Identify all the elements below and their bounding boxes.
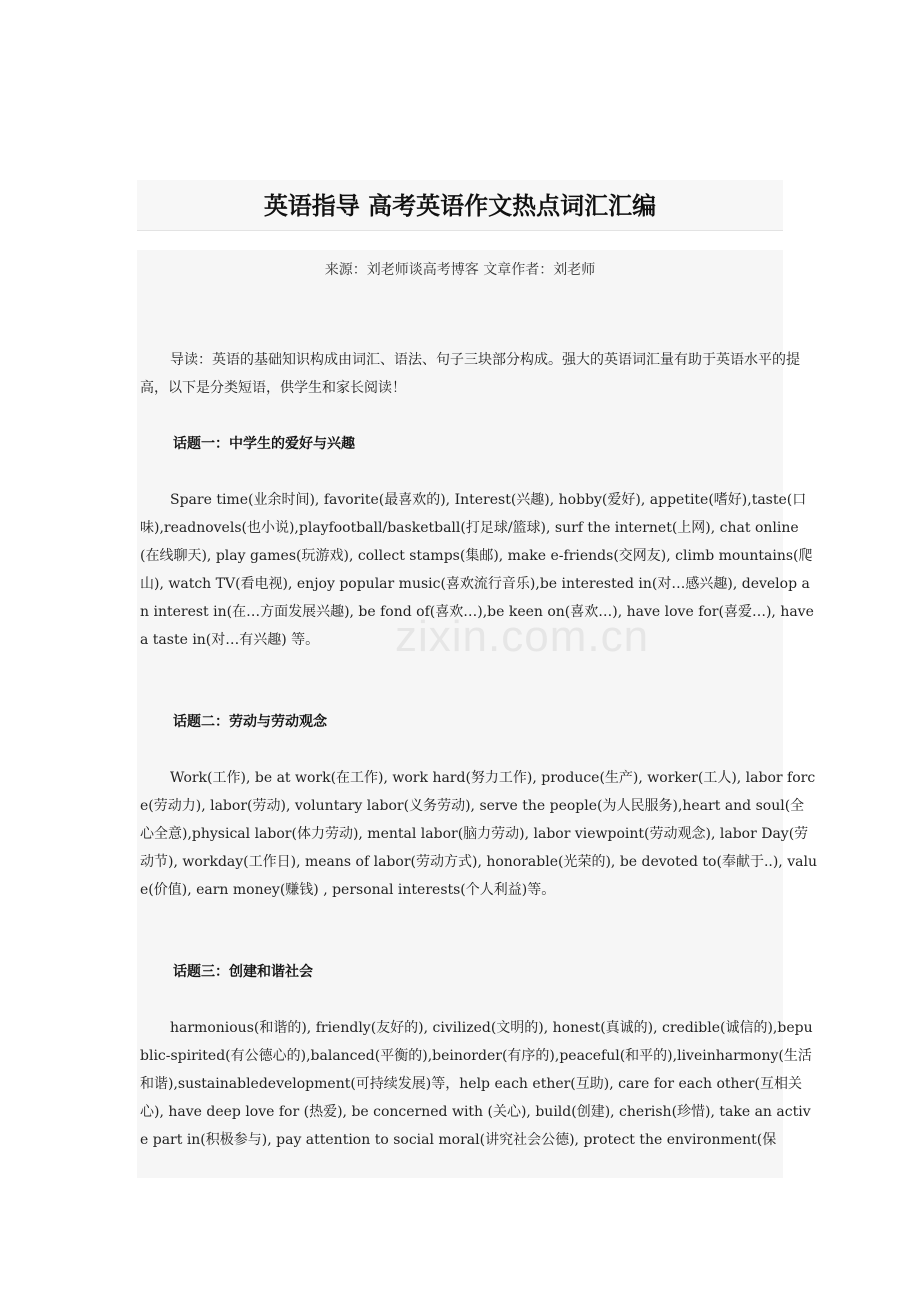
title-bar xyxy=(137,180,783,231)
article-body xyxy=(137,250,817,1178)
section-body-3: harmonious(和谐的), friendly(友好的), civilized(文明的), honest(真诚的), credible(诚信的),bepublic-spirited(有公德心的),balanced(平衡的),beinorder(有序的),peaceful(和平的),liveinharmony(生活和谐),sustainabledevelopment(可持续发展)等，help each ether(互助), care for each other(互相关心), have deep love for (热爱), be concerned with (关心), build(创建), cherish(珍惜), take an active part in(积极参与), pay attention to social moral(讲究社会公德), protect the environment(保 xyxy=(140,1020,813,1148)
section-body-1: Spare time(业余时间), favorite(最喜欢的), Interest(兴趣), hobby(爱好), appetite(嗜好),taste(口味),readnovels(也小说),playfootball/basketball(打足球/篮球), surf the internet(上网), chat online(在线聊天), play games(玩游戏), collect stamps(集邮), make e-friends(交网友), climb mountains(爬山), watch TV(看电视), enjoy popular music(喜欢流行音乐),be interested in(对…感兴趣), develop an interest in(在…方面发展兴趣), be fond of(喜欢…),be keen on(喜欢…), have love for(喜爱…), have a taste in(对…有兴趣) 等。 xyxy=(140,492,814,648)
page-title: 英语指导 高考英语作文热点词汇汇编 xyxy=(263,192,657,220)
intro-paragraph: 导读：英语的基础知识构成由词汇、语法、句子三块部分构成。强大的英语词汇量有助于英语水平的提高，以下是分类短语，供学生和家长阅读！ xyxy=(140,352,800,396)
section-heading-1: 话题一：中学生的爱好与兴趣 xyxy=(173,436,355,452)
section-heading-3: 话题三：创建和谐社会 xyxy=(173,964,313,980)
section-heading-2: 话题二：劳动与劳动观念 xyxy=(173,714,327,730)
section-body-2: Work(工作), be at work(在工作), work hard(努力工作), produce(生产), worker(工人), labor force(劳动力), labor(劳动), voluntary labor(义务劳动), serve the people(为人民服务),heart and soul(全心全意),physical labor(体力劳动), mental labor(脑力劳动), labor viewpoint(劳动观念), labor Day(劳动节), workday(工作日), means of labor(劳动方式), honorable(光荣的), be devoted to(奉献于..), value(价值), earn money(赚钱) , personal interests(个人利益)等。 xyxy=(140,770,817,898)
watermark: zixin.com.cn xyxy=(395,612,650,661)
source-line: 来源：刘老师谈高考博客 文章作者：刘老师 xyxy=(324,262,596,278)
